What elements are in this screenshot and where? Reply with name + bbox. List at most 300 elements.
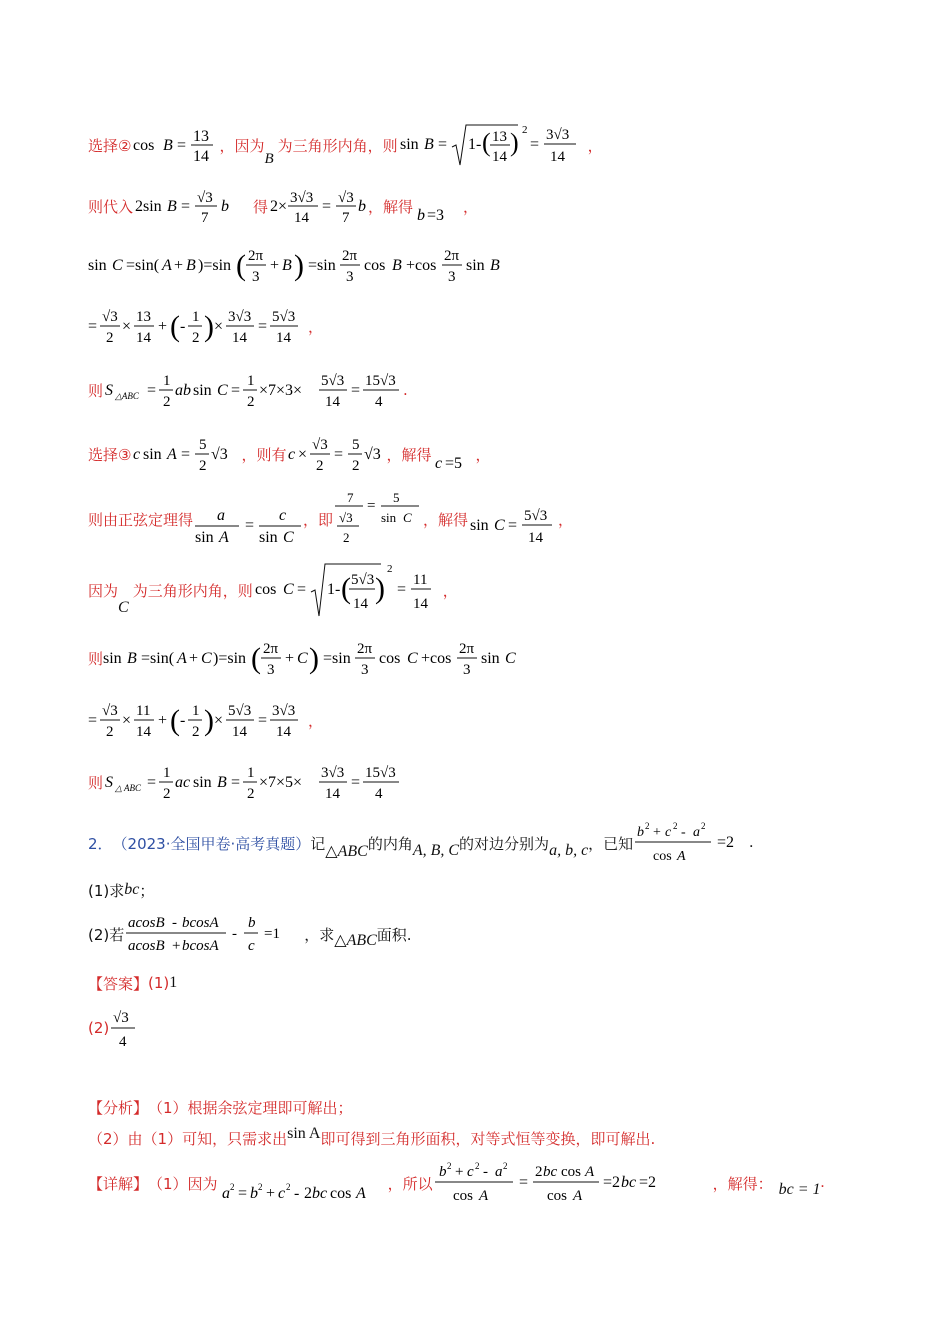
svg-text:3√3: 3√3 <box>545 127 569 143</box>
svg-text:(: ( <box>481 128 491 157</box>
analysis-line-2: （2）由（1）可知，只需求出 sin A 即可得到三角形面积，对等式恒等变换，即可解出. <box>88 1125 656 1148</box>
svg-text:1: 1 <box>247 373 255 389</box>
question-2-part-2: (2)若 acosB - bcosA acosB + bcosA - b c =1 ，求 △ABC 面积. <box>88 910 910 958</box>
svg-text:2: 2 <box>645 821 650 831</box>
svg-text:cos: cos <box>546 1188 567 1204</box>
svg-text:bc: bc <box>311 1185 327 1202</box>
svg-text:sin: sin <box>103 650 122 667</box>
svg-text:2: 2 <box>534 1164 543 1180</box>
svg-text:cos: cos <box>254 581 277 598</box>
analysis-line-1: 【分析】 （1）根据余弦定理即可解出； <box>88 1098 353 1117</box>
svg-text:+: + <box>653 825 662 840</box>
svg-text:sin: sin <box>193 382 212 399</box>
svg-text:B: B <box>163 137 174 154</box>
svg-text:c: c <box>133 446 141 463</box>
solution-line-4: = √3 2 × 13 14 + ( - 1 2 ) × 3√3 14 = 5√3 14 ， <box>88 304 910 348</box>
svg-text:13: 13 <box>491 129 507 145</box>
svg-text:c: c <box>288 446 296 463</box>
math-answer-2 <box>109 1004 149 1052</box>
svg-text:14: 14 <box>325 394 341 410</box>
svg-text:+: + <box>158 712 168 729</box>
svg-text:2: 2 <box>163 786 171 802</box>
svg-text:=: = <box>245 517 255 534</box>
detail-line-1: 【详解】 （1）因为 a 2 = b 2 + c 2 - 2 bc cos A ，所以 b 2 + c 2 - a 2 cos A = 2 bc cos A cos A =2 bc =2 ，解得： bc = 1 . <box>88 1158 910 1208</box>
math-part-2-condition <box>124 910 304 958</box>
svg-text:3: 3 <box>252 269 260 285</box>
svg-text:△ ABC: △ ABC <box>115 783 142 793</box>
answer-label: 【答案】 <box>88 974 149 993</box>
svg-text:2: 2 <box>247 786 255 802</box>
question-2-stem: 2． （2023·全国甲卷·高考真题） 记 △ABC 的内角 A, B, C 的对边分别为 a, b, c ，已知 b 2 + c 2 - a 2 cos A =2 . <box>88 818 910 868</box>
svg-text:sin: sin <box>481 650 500 667</box>
svg-text:2π: 2π <box>459 641 475 657</box>
svg-text:2: 2 <box>303 1185 312 1202</box>
svg-text:b: b <box>438 1164 447 1180</box>
svg-text:3√3: 3√3 <box>321 765 345 781</box>
svg-text:a: a <box>494 1164 503 1180</box>
svg-text:a: a <box>221 1185 230 1202</box>
svg-text:2π: 2π <box>248 248 264 264</box>
svg-text:=: = <box>231 382 241 399</box>
svg-text:1: 1 <box>192 703 200 719</box>
solution-line-11: 则 S △ ABC = 1 2 ac sin B = 1 2 ×7×5× 3√3 14 = 15√3 4 <box>88 760 910 804</box>
svg-text:acosB: acosB <box>128 915 165 931</box>
svg-text:-: - <box>232 926 238 942</box>
answer-line-2: (2) √3 4 <box>88 1004 910 1052</box>
solution-line-1: 选择② cos B = 13 14 ，因为 B 为三角形内角，则 sin B = 1- ( 13 14 ) 2 = 3√3 14 ， <box>88 125 910 165</box>
svg-text:15√3: 15√3 <box>365 765 396 781</box>
svg-text:=: = <box>237 1185 247 1202</box>
solution-line-6: 选择③ c sin A = 5 2 √3 ，则有 c × √3 2 = 5 2 √3 ，解得 c =5 ， <box>88 432 910 476</box>
svg-text:): ) <box>509 128 519 157</box>
math-2sinB <box>133 186 253 226</box>
svg-text:2: 2 <box>316 458 324 474</box>
svg-text:√3: √3 <box>312 437 329 453</box>
analysis-label: 【分析】 <box>88 1098 149 1117</box>
svg-text:14: 14 <box>136 724 151 740</box>
svg-text:+: + <box>158 318 168 335</box>
svg-text:2: 2 <box>474 1161 480 1171</box>
svg-text:S: S <box>105 774 114 791</box>
svg-text:=: = <box>296 581 306 598</box>
svg-text:): ) <box>309 642 320 675</box>
svg-text:2: 2 <box>352 458 360 474</box>
svg-text:sin: sin <box>195 529 214 546</box>
svg-text:2: 2 <box>229 1182 235 1192</box>
svg-text:2: 2 <box>701 821 706 831</box>
question-source: （2023·全国甲卷·高考真题） <box>112 834 311 853</box>
svg-text:=: = <box>181 446 191 463</box>
math-area-1 <box>103 368 403 412</box>
svg-text:b: b <box>248 915 256 931</box>
svg-text:=: = <box>147 382 157 399</box>
svg-text:bc: bc <box>620 1174 636 1191</box>
svg-text:14: 14 <box>232 724 247 740</box>
svg-text:√3: √3 <box>102 703 118 719</box>
svg-text:2: 2 <box>106 330 114 346</box>
svg-text:sin: sin <box>466 257 485 274</box>
svg-text:5√3: 5√3 <box>321 373 345 389</box>
svg-text:2: 2 <box>247 394 255 410</box>
svg-text:2: 2 <box>673 821 678 831</box>
svg-text:(: ( <box>170 310 180 343</box>
question-number: 2． <box>88 834 113 853</box>
svg-text:5: 5 <box>199 437 207 453</box>
svg-text:×: × <box>214 712 224 729</box>
svg-text:+cos: +cos <box>406 257 437 274</box>
svg-text:14: 14 <box>412 596 428 612</box>
svg-text:+: + <box>265 1185 275 1202</box>
svg-text:B: B <box>490 257 500 274</box>
svg-text:4: 4 <box>119 1034 127 1050</box>
svg-text:=: = <box>367 498 376 514</box>
svg-text:c: c <box>248 938 255 954</box>
solution-line-5: 则 S △ABC = 1 2 ab sin C = 1 2 ×7×3× 5√3 14 = 15√3 4 . <box>88 368 910 412</box>
svg-text:)=sin: )=sin <box>198 257 232 274</box>
svg-text:sin: sin <box>399 136 419 153</box>
svg-text:7: 7 <box>201 210 209 226</box>
svg-text:1: 1 <box>192 309 200 325</box>
svg-text:b: b <box>249 1185 258 1202</box>
svg-text:=: = <box>322 198 332 215</box>
svg-text:3: 3 <box>448 269 456 285</box>
svg-text:b: b <box>637 825 645 840</box>
svg-text:2π: 2π <box>357 641 373 657</box>
math-area-2 <box>103 760 403 804</box>
math-substitute <box>268 186 368 226</box>
detail-label: 【详解】 <box>88 1174 149 1193</box>
svg-text:sin: sin <box>470 517 489 534</box>
solution-line-3 <box>88 243 910 287</box>
svg-text:bcosA: bcosA <box>182 915 219 931</box>
svg-text:13: 13 <box>193 128 210 145</box>
svg-text:-: - <box>180 318 186 335</box>
svg-text:5: 5 <box>352 437 360 453</box>
svg-text:=sin(: =sin( <box>141 650 175 667</box>
choice-label: 选择② <box>88 136 132 155</box>
svg-text:B: B <box>127 650 137 667</box>
svg-text:A: A <box>177 650 187 667</box>
svg-text:-: - <box>681 825 686 840</box>
svg-text:-: - <box>172 915 178 931</box>
svg-text:14: 14 <box>193 148 210 165</box>
svg-text:): ) <box>204 310 214 343</box>
svg-text:-: - <box>293 1185 299 1202</box>
svg-text:=5: =5 <box>445 455 463 472</box>
svg-text:S: S <box>105 382 114 399</box>
svg-text:C: C <box>282 581 294 598</box>
svg-text:C: C <box>505 650 516 667</box>
svg-text:2: 2 <box>163 394 171 410</box>
svg-text:c: c <box>435 455 443 472</box>
svg-text:=: = <box>396 581 406 598</box>
svg-text:cos: cos <box>133 137 155 154</box>
svg-text:=: = <box>518 1174 528 1191</box>
svg-text:cos: cos <box>329 1185 351 1202</box>
svg-text:-: - <box>180 712 186 729</box>
svg-text:A: A <box>572 1188 582 1204</box>
svg-text:×: × <box>122 712 132 729</box>
svg-text:=3: =3 <box>427 207 445 224</box>
svg-text:+cos: +cos <box>421 650 452 667</box>
svg-text:+: + <box>270 257 280 274</box>
svg-text:√3: √3 <box>197 190 213 206</box>
svg-text:4: 4 <box>375 394 383 410</box>
svg-text:4: 4 <box>375 786 383 802</box>
svg-text:C: C <box>403 510 412 525</box>
svg-text:cos: cos <box>379 650 401 667</box>
svg-text:2: 2 <box>192 330 200 346</box>
svg-text:3√3: 3√3 <box>290 190 314 206</box>
svg-text:2: 2 <box>106 724 114 740</box>
svg-text:(: ( <box>340 572 351 605</box>
svg-text:sin: sin <box>143 446 163 463</box>
svg-text:=: = <box>177 137 187 154</box>
svg-text:2: 2 <box>386 563 393 575</box>
svg-text:A: A <box>584 1164 594 1180</box>
svg-text:C: C <box>217 382 228 399</box>
svg-text:C: C <box>494 517 505 534</box>
svg-text:=: = <box>508 517 518 534</box>
svg-text:=1: =1 <box>264 926 281 942</box>
question-2-part-1: (1)求 bc ； <box>88 881 155 900</box>
svg-text:√3: √3 <box>364 446 382 463</box>
svg-text:14: 14 <box>232 330 247 346</box>
svg-text:5√3: 5√3 <box>228 703 252 719</box>
svg-text:2×: 2× <box>270 198 288 215</box>
math-bc-derivation <box>433 1158 713 1208</box>
math-given-condition <box>633 818 749 868</box>
answer-line: 【答案】 (1) 1 <box>88 974 178 993</box>
svg-text:7: 7 <box>347 490 354 505</box>
svg-text:(: ( <box>251 642 262 675</box>
math-ratio <box>333 490 423 548</box>
svg-text:a: a <box>693 825 701 840</box>
svg-text:=: = <box>258 318 268 335</box>
svg-text:14: 14 <box>549 149 565 165</box>
math-b-eq-3 <box>413 186 463 226</box>
svg-text:sin: sin <box>381 510 397 525</box>
solution-line-7: 则由正弦定理得 a sin A = c sin C ，即 7 √3 2 = 5 sin C ，解得 sin C = 5√3 14 ， <box>88 490 574 546</box>
svg-text:5√3: 5√3 <box>350 572 374 588</box>
svg-text:2: 2 <box>285 1182 291 1192</box>
svg-text:cos: cos <box>653 849 672 864</box>
math-sine-law <box>193 490 303 548</box>
math-cosC <box>253 560 443 620</box>
svg-text:3√3: 3√3 <box>228 309 252 325</box>
svg-text:√3: √3 <box>339 510 353 525</box>
svg-text:2: 2 <box>502 1161 508 1171</box>
svg-text:bcosA: bcosA <box>182 938 219 954</box>
svg-text:sin: sin <box>88 257 107 274</box>
svg-text:B: B <box>423 136 434 153</box>
svg-text:3√3: 3√3 <box>272 703 296 719</box>
math-cosB <box>131 125 219 165</box>
svg-text:C: C <box>201 650 212 667</box>
math-sinC-value <box>88 304 308 348</box>
math-sinB-expansion <box>103 636 543 680</box>
svg-text:△ABC: △ABC <box>115 391 139 401</box>
svg-text:15√3: 15√3 <box>365 373 396 389</box>
svg-text:A: A <box>219 529 229 546</box>
svg-text:ac: ac <box>175 774 191 791</box>
svg-text:2: 2 <box>446 1161 452 1171</box>
svg-text:=2: =2 <box>717 834 735 851</box>
math-sinB-value <box>88 698 308 742</box>
svg-text:5√3: 5√3 <box>524 508 548 524</box>
svg-text:B: B <box>217 774 227 791</box>
svg-text:3: 3 <box>361 662 369 678</box>
svg-text:=: = <box>351 774 361 791</box>
svg-text:√3: √3 <box>113 1010 129 1026</box>
svg-text:A: A <box>162 257 172 274</box>
svg-text:14: 14 <box>276 330 291 346</box>
svg-text:B: B <box>167 198 177 215</box>
math-sinB <box>398 121 588 169</box>
svg-text:C: C <box>112 257 123 274</box>
svg-text:=: = <box>147 774 157 791</box>
svg-text:1-: 1- <box>467 136 481 153</box>
svg-text:cos: cos <box>560 1164 581 1180</box>
svg-text:B: B <box>282 257 292 274</box>
svg-text:√3: √3 <box>338 190 354 206</box>
svg-text:5√3: 5√3 <box>272 309 296 325</box>
svg-text:+: + <box>174 257 184 274</box>
svg-text:√3: √3 <box>102 309 118 325</box>
svg-text:11: 11 <box>412 572 428 588</box>
svg-text:A: A <box>167 446 178 463</box>
math-cosine-law <box>218 1158 388 1208</box>
svg-text:C: C <box>407 650 418 667</box>
svg-text:b: b <box>417 207 426 224</box>
svg-text:A: A <box>355 1185 366 1202</box>
svg-text:2π: 2π <box>444 248 460 264</box>
svg-text:sin: sin <box>193 774 212 791</box>
svg-text:acosB: acosB <box>128 938 165 954</box>
svg-text:2π: 2π <box>263 641 279 657</box>
svg-text:A: A <box>478 1188 488 1204</box>
svg-text:2: 2 <box>199 458 207 474</box>
svg-text:=2: =2 <box>638 1174 656 1191</box>
svg-text:2sin: 2sin <box>135 198 162 215</box>
svg-text:3: 3 <box>346 269 354 285</box>
solution-line-10: = √3 2 × 11 14 + ( - 1 2 ) × 5√3 14 = 3√3 14 ， <box>88 698 910 742</box>
svg-text:5: 5 <box>393 490 400 505</box>
svg-text:7: 7 <box>342 210 350 226</box>
svg-text:2: 2 <box>257 1182 263 1192</box>
svg-text:c: c <box>665 825 672 840</box>
solution-line-9: 则 sin B =sin( A + C )=sin ( 2π 3 + C ) =sin 2π 3 cos C +cos 2π 3 sin C <box>88 636 910 680</box>
svg-text:=sin: =sin <box>308 257 336 274</box>
svg-text:=sin: =sin <box>323 650 351 667</box>
svg-text:√3: √3 <box>211 446 229 463</box>
svg-text:2: 2 <box>192 724 200 740</box>
svg-text:=: = <box>231 774 241 791</box>
svg-text:c: c <box>466 1164 474 1180</box>
svg-text:+: + <box>189 650 199 667</box>
svg-text:14: 14 <box>528 530 544 546</box>
svg-text:2: 2 <box>521 124 528 136</box>
svg-text:1: 1 <box>163 373 171 389</box>
svg-text:=: = <box>437 136 447 153</box>
svg-text:14: 14 <box>352 596 368 612</box>
svg-text:+: + <box>454 1164 464 1180</box>
solution-line-2: 则代入 2sin B = √3 7 b 得 2× 3√3 14 = √3 7 b ，解得 b =3 ， <box>88 186 910 226</box>
svg-text:3: 3 <box>267 662 275 678</box>
svg-text:=: = <box>258 712 268 729</box>
svg-text:): ) <box>294 249 304 282</box>
svg-text:cos: cos <box>364 257 386 274</box>
math-sinC-expansion <box>88 243 528 287</box>
svg-text:cos: cos <box>452 1188 473 1204</box>
svg-text:=: = <box>351 382 361 399</box>
svg-text:=sin(: =sin( <box>126 257 160 274</box>
svg-text:×: × <box>122 318 132 335</box>
svg-text:): ) <box>204 704 214 737</box>
svg-text:1-: 1- <box>326 581 341 598</box>
svg-text:+: + <box>172 938 181 954</box>
svg-text:B: B <box>392 257 402 274</box>
svg-text:c: c <box>277 1185 285 1202</box>
svg-text:C: C <box>283 529 294 546</box>
svg-text:(: ( <box>170 704 180 737</box>
svg-text:+: + <box>285 650 295 667</box>
solution-line-8: 因为 C 为三角形内角，则 cos C = 1- ( 5√3 14 ) 2 = 11 14 ， <box>88 560 910 620</box>
svg-text:×7×3×: ×7×3× <box>259 382 303 399</box>
svg-text:): ) <box>374 572 385 605</box>
svg-text:1: 1 <box>163 765 171 781</box>
svg-text:3: 3 <box>463 662 471 678</box>
svg-text:(: ( <box>236 249 246 282</box>
math-c-times <box>286 432 386 476</box>
svg-text:13: 13 <box>136 309 151 325</box>
svg-text:b: b <box>221 198 230 215</box>
math-sinC-result <box>468 490 558 548</box>
svg-text:2π: 2π <box>342 248 358 264</box>
svg-text:14: 14 <box>294 210 310 226</box>
svg-text:=: = <box>334 446 344 463</box>
svg-text:)=sin: )=sin <box>213 650 247 667</box>
svg-text:ab: ab <box>175 382 192 399</box>
math-c-eq-5 <box>431 432 475 476</box>
svg-text:B: B <box>186 257 196 274</box>
svg-text:2: 2 <box>343 530 350 545</box>
svg-text:bc: bc <box>542 1164 557 1180</box>
svg-text:A: A <box>677 849 686 864</box>
svg-text:=: = <box>88 318 98 335</box>
svg-text:×: × <box>214 318 224 335</box>
svg-text:14: 14 <box>136 330 151 346</box>
svg-text:14: 14 <box>325 786 341 802</box>
svg-text:c: c <box>279 507 287 524</box>
svg-text:×: × <box>298 446 308 463</box>
svg-text:14: 14 <box>276 724 291 740</box>
svg-text:=2: =2 <box>602 1174 620 1191</box>
svg-text:×7×5×: ×7×5× <box>259 774 303 791</box>
math-csinA <box>131 432 241 476</box>
svg-text:=: = <box>529 136 539 153</box>
svg-text:b: b <box>358 198 367 215</box>
svg-text:sin: sin <box>259 529 278 546</box>
svg-text:=: = <box>181 198 191 215</box>
svg-text:a: a <box>217 507 226 524</box>
svg-text:14: 14 <box>491 149 507 165</box>
svg-text:11: 11 <box>136 703 151 719</box>
svg-text:1: 1 <box>247 765 255 781</box>
svg-text:-: - <box>482 1164 488 1180</box>
svg-text:=: = <box>88 712 98 729</box>
svg-text:C: C <box>297 650 308 667</box>
